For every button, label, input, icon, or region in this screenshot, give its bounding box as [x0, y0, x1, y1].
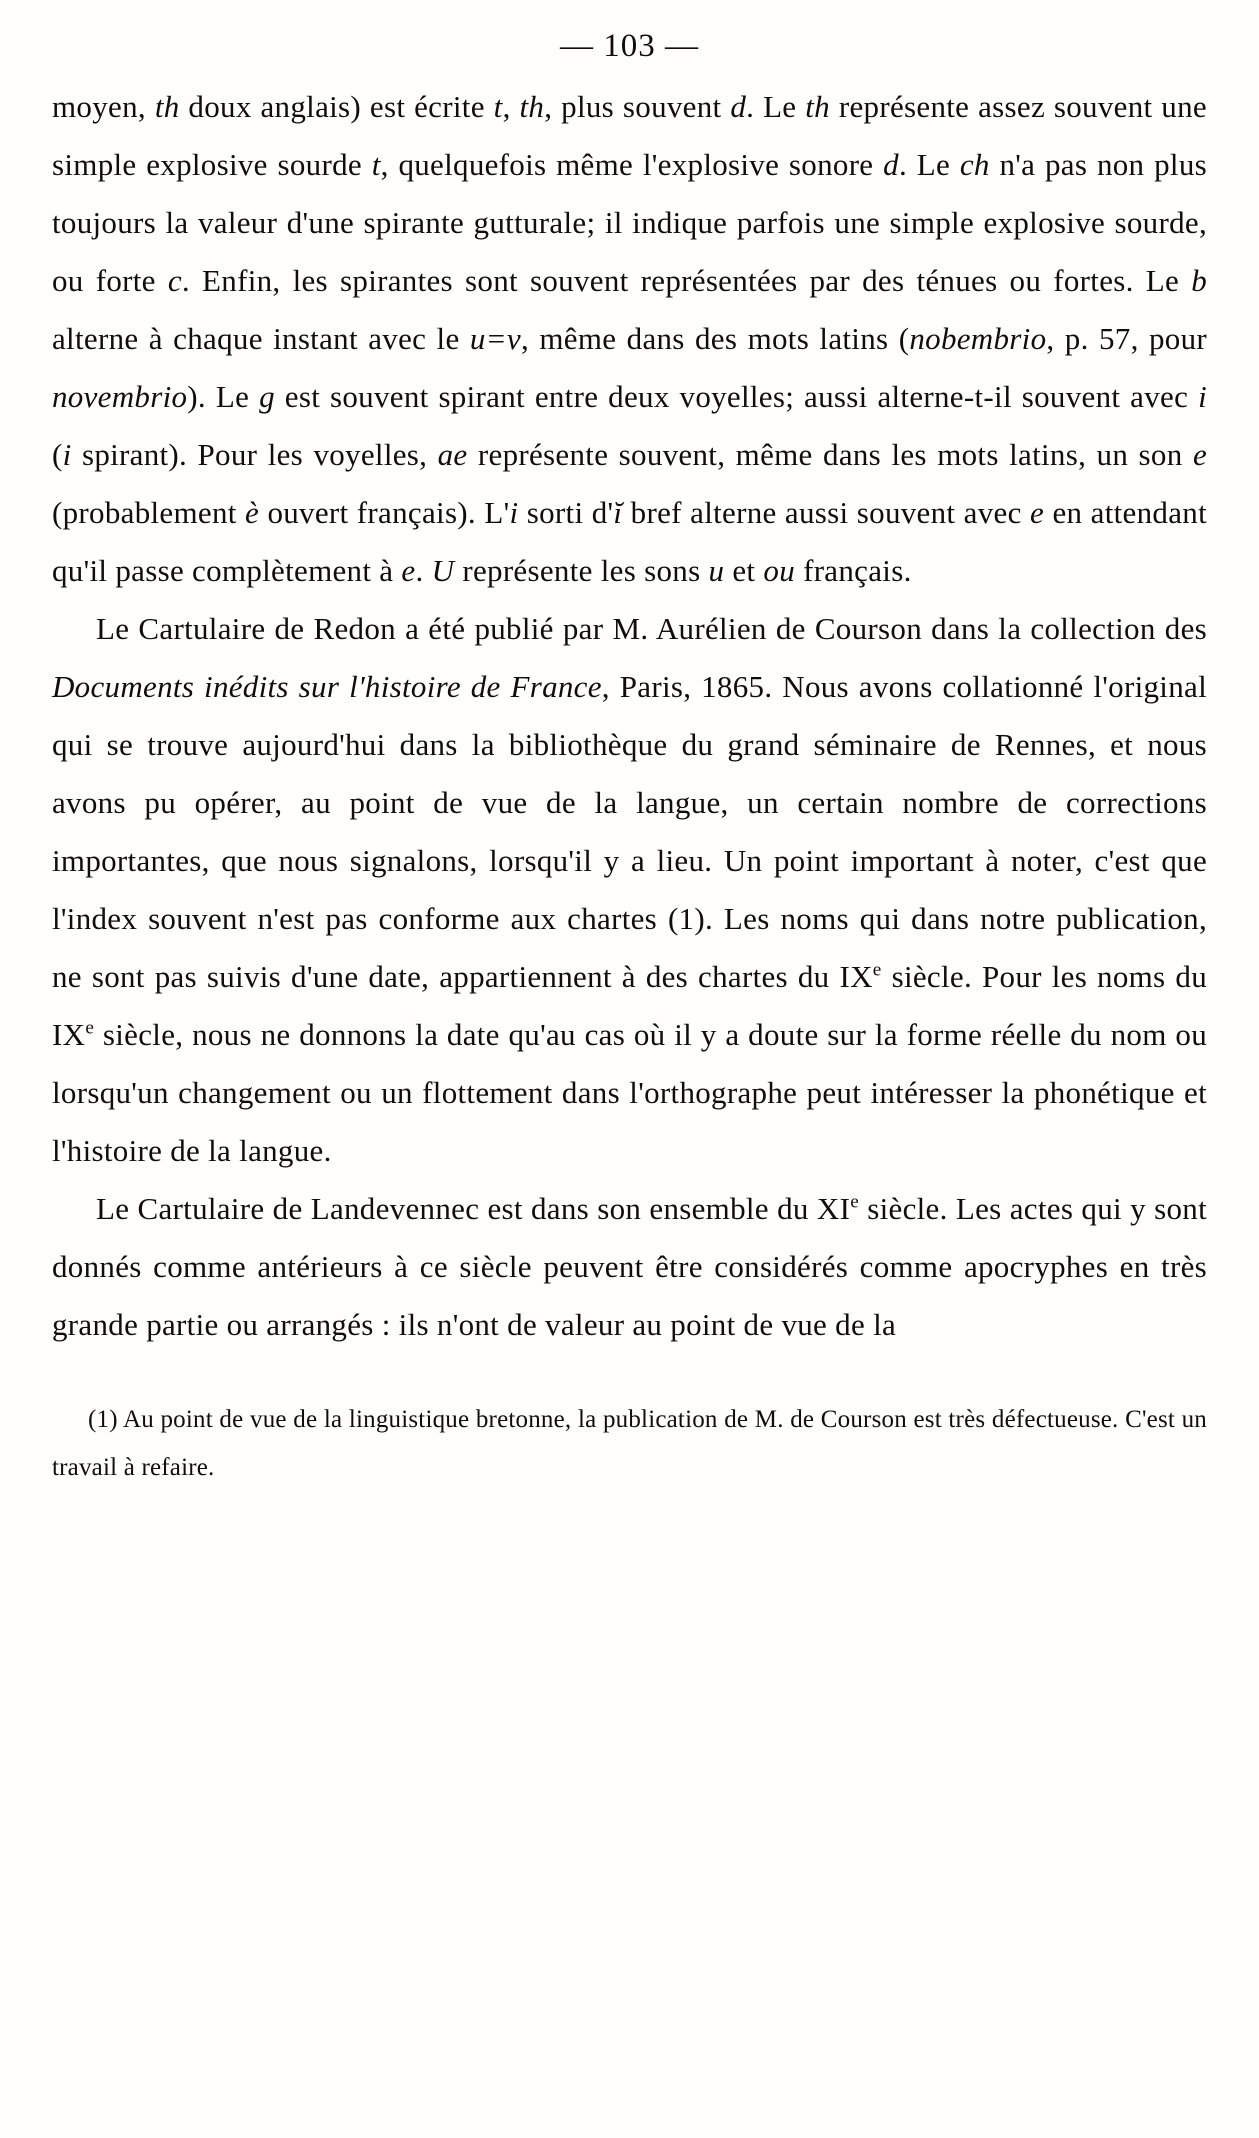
page-number: — 103 —: [560, 28, 699, 64]
paragraph-cartulaire-landevennec: Le Cartulaire de Landevennec est dans son ensemble du XIe siècle. Les actes qui y sont donnés comme antérieurs à ce siècle peuvent être considérés comme apocryphes en très grande partie ou arrangés : ils n'ont de valeur au point de vue de la: [52, 1191, 1207, 1342]
footnote: (1) Au point de vue de la linguistique bretonne, la publication de M. de Courson est très défectueuse. C'est un travail à refaire.: [52, 1406, 1207, 1481]
paragraph-cartulaire-redon: Le Cartulaire de Redon a été publié par M. Aurélien de Courson dans la collection des Documents inédits sur l'histoire de France, Paris, 1865. Nous avons collationné l'original qui se trouve aujourd'hui dans la bibliothèque du grand séminaire de Rennes, et nous avons pu opérer, au point de vue de la langue, un certain nombre de corrections importantes, que nous signalons, lorsqu'il y a lieu. Un point important à noter, c'est que l'index souvent n'est pas conforme aux chartes (1). Les noms qui dans notre publication, ne sont pas suivis d'une date, appartiennent à des chartes du IXe siècle. Pour les noms du IXe siècle, nous ne donnons la date qu'au cas où il y a doute sur la forme réelle du nom ou lorsqu'un changement ou un flottement dans l'orthographe peut intéresser la phonétique et l'histoire de la langue.: [52, 611, 1207, 1168]
paragraph-phonetics: moyen, th doux anglais) est écrite t, th, plus souvent d. Le th représente assez souvent une simple explosive sourde t, quelquefois même l'explosive sonore d. Le ch n'a pas non plus toujours la valeur d'une spirante gutturale; il indique parfois une simple explosive sourde, ou forte c. Enfin, les spirantes sont souvent représentées par des ténues ou fortes. Le b alterne à chaque instant avec le u=v, même dans des mots latins (nobembrio, p. 57, pour novembrio). Le g est souvent spirant entre deux voyelles; aussi alterne-t-il souvent avec i (i spirant). Pour les voyelles, ae représente souvent, même dans les mots latins, un son e (probablement è ouvert français). L'i sorti d'ĭ bref alterne aussi souvent avec e en attendant qu'il passe complètement à e. U représente les sons u et ou français.: [52, 89, 1208, 588]
